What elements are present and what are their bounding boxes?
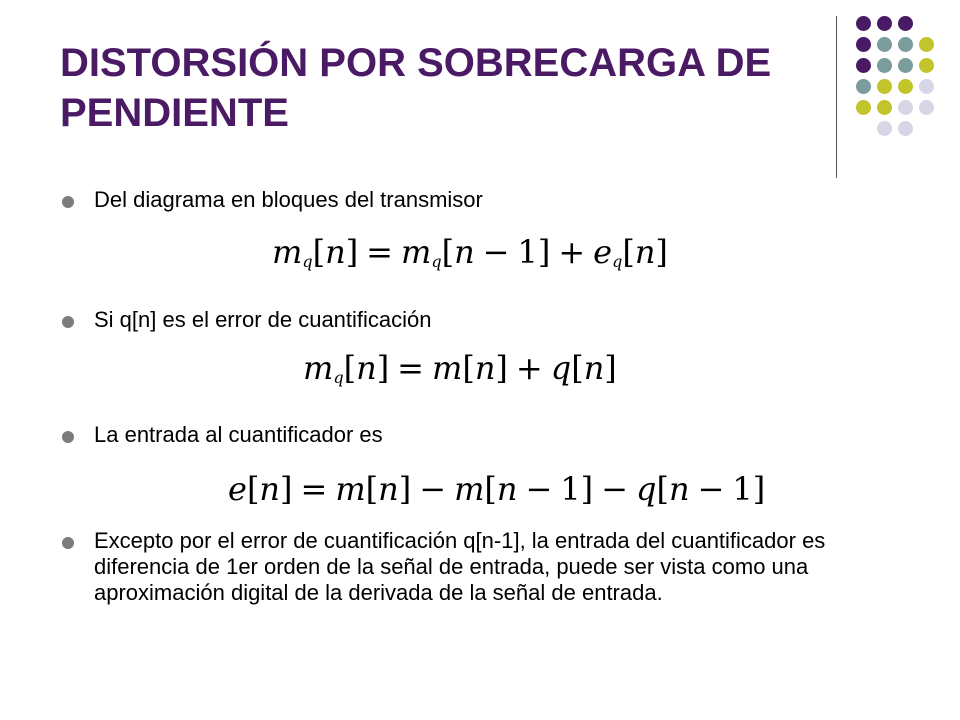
decorative-dot <box>919 58 934 73</box>
decorative-dot <box>856 37 871 52</box>
decorative-dot <box>898 121 913 136</box>
decorative-dot <box>877 37 892 52</box>
bullet-marker-2 <box>62 316 74 328</box>
decorative-dot <box>856 79 871 94</box>
bullet-marker-1 <box>62 196 74 208</box>
decorative-dot <box>877 121 892 136</box>
bullet-text-1: Del diagrama en bloques del transmisor <box>94 187 483 212</box>
vertical-divider <box>836 16 837 178</box>
bullet-text-3: La entrada al cuantificador es <box>94 422 383 447</box>
decorative-dot <box>877 100 892 115</box>
decorative-dot <box>898 37 913 52</box>
decorative-dot-grid <box>844 12 948 160</box>
decorative-dot <box>877 16 892 31</box>
equation-1: $m_q[n] = m_q[n - 1] + e_q[n]$ <box>272 233 668 271</box>
decorative-dot <box>877 58 892 73</box>
decorative-dot <box>856 16 871 31</box>
decorative-dot <box>919 79 934 94</box>
slide-title: DISTORSIÓN POR SOBRECARGA DE PENDIENTE <box>60 41 772 135</box>
bullet-marker-3 <box>62 431 74 443</box>
decorative-dot <box>919 37 934 52</box>
decorative-dot <box>898 58 913 73</box>
bullet-text-4: Excepto por el error de cuantificación q[n-1], la entrada del cuantificador es diferencia de 1er orden de la señal de entrada, puede ser vista como una aproximación digital de la derivada de la señal de entrada. <box>94 528 826 605</box>
bullet-marker-4 <box>62 537 74 549</box>
equation-2: $m_q[n] = m[n] + q[n]$ <box>303 349 617 387</box>
decorative-dot <box>856 58 871 73</box>
decorative-dot <box>898 16 913 31</box>
decorative-dot <box>877 79 892 94</box>
decorative-dot <box>898 100 913 115</box>
decorative-dot <box>856 100 871 115</box>
equation-3: e[n] = m[n] − m[n − 1] − q[n − 1] <box>228 470 766 508</box>
decorative-dot <box>919 100 934 115</box>
bullet-text-2: Si q[n] es el error de cuantificación <box>94 307 432 332</box>
decorative-dot <box>898 79 913 94</box>
